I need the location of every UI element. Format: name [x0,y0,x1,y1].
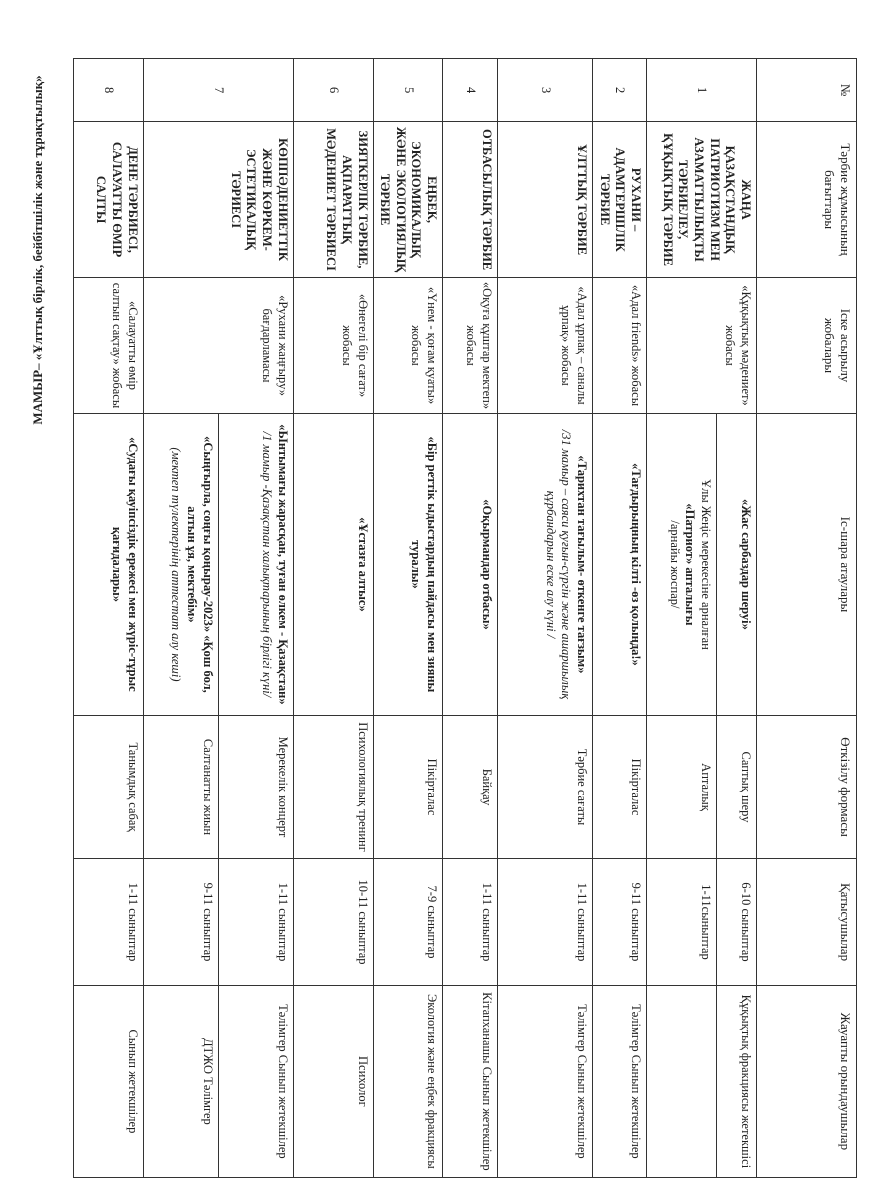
row-responsible: Сынып жетекшілер [73,985,143,1177]
event-line: Ұлы Жеңіс мерекесіне арналған [699,479,713,650]
row-form: Танымдық сабақ [73,715,143,859]
header-responsible: Жауапты орындаушылар [757,985,857,1177]
row-event [647,414,717,716]
event-title: «Тарихтан тағылым- өткенге тағзым» [575,455,590,674]
row-number: 7 [143,59,293,122]
row-participants: 9-11 сыныптар [143,859,218,985]
page-title: МАМЫР– «Ұлттық бірлік, бейбітшілік және тұрақтылық» [30,75,45,425]
row-number: 8 [73,59,143,122]
table-row [593,59,647,1178]
table-header-row [757,59,857,1178]
row-project: «Адал friends» жобасы [593,277,647,413]
row-number: 5 [373,59,443,122]
rotated-table-wrapper [77,58,857,1178]
row-participants: 9-11 сыныптар [593,859,647,985]
plan-table [73,58,857,1178]
header-projects: Іске асырылу жобалары [757,277,857,413]
row-number: 1 [647,59,757,122]
event-note: /1 мамыр -Қазақстан халықтарының бірлігі күні/ [260,431,274,698]
row-responsible: Экология және еңбек фракциясы [373,985,443,1177]
row-responsible: ДТЖО Тәлімгер [143,985,218,1177]
row-direction: ЖАҢА ҚАЗАҚСТАНДЫҚ ПАТРИОТИЗМ МЕН АЗАМАТТЫЛЫҚТЫ ТӘРБИЕЛЕУ, ҚҰҚЫҚТЫҚ ТӘРБИЕ [647,122,757,278]
row-form: Мерекелік концерт [218,715,293,859]
row-form: Пікірталас [593,715,647,859]
table-row [373,59,443,1178]
row-project: «Рухани жаңғыру» бағдарламасы [143,277,293,413]
header-no: № [757,59,857,122]
row-participants: 1-11 сыныптар [443,859,498,985]
header-events: Іс-шара атаулары [757,414,857,716]
row-project: «Салауатты өмір салтын сақтау» жобасы [73,277,143,413]
row-direction: ЗИЯТКЕРЛІК ТӘРБИЕ, АҚПАРАТТЫҚ МӘДЕНИЕТ ТӘРБИЕСІ [293,122,373,278]
row-participants: 1-11 сыныптар [218,859,293,985]
row-direction: РУХАНИ –АДАМГЕРШІЛІК ТӘРБИЕ [593,122,647,278]
row-direction: ОТБАСЫЛЫҚ ТӘРБИЕ [443,122,498,278]
row-event: «Жас сарбаздар шеруі» [717,414,757,716]
row-responsible: Тәлімгер Сынып жетекшілер [498,985,593,1177]
table-row [443,59,498,1178]
row-event [143,414,218,716]
event-note: /31 мамыр – саяси қуғын-сүргін және ашаршылық құрбандарын еске алу күні / [543,429,574,700]
row-participants: 1-11 сыныптар [73,859,143,985]
row-number: 3 [498,59,593,122]
row-responsible: Психолог [293,985,373,1177]
header-direction: Тәрбие жұмысының бағыттары [757,122,857,278]
header-participants: Қатысушылар [757,859,857,985]
table-row [73,59,143,1178]
row-form: Байқау [443,715,498,859]
row-participants: 7-9 сыныптар [373,859,443,985]
row-project: «Үнем - қоғам қуаты» жобасы [373,277,443,413]
row-direction: ЕҢБЕК, ЭКОНОМИКАЛЫҚ ЖӘНЕ ЭКОЛОГИЯЛЫҚ ТӘРБИЕ [373,122,443,278]
row-project: «Оқуға құштар мектеп» жобасы [443,277,498,413]
row-responsible: Құқықтық фракциясы жетекшісі [717,985,757,1177]
row-participants: 1-11 сыныптар [498,859,593,985]
row-participants: 6-10 сыныптар [717,859,757,985]
row-event: «Тағдырыңның кілті -өз қолыңда!» [593,414,647,716]
row-form: Апталық [647,715,717,859]
row-event [498,414,593,716]
event-title: «Сыңғырла, соңғы қоңырау-2023» «Қош бол, алтын ұя, мектебім» [185,436,215,693]
event-title: «Ынтымағы жарасқан, туған өлкем - Қазақстан» [275,424,290,705]
row-number: 6 [293,59,373,122]
row-direction: ҰЛТТЫҚ ТӘРБИЕ [498,122,593,278]
event-line: «Патриот» апталығы [683,503,698,626]
row-project: «Өнегелі бір сағат» жобасы [293,277,373,413]
row-event: «Бір реттік ыдыстардың пайдасы мен зияны туралы» [373,414,443,716]
row-event: «Ұстазға алтыс» [293,414,373,716]
row-responsible: Тәлімгер Сынып жетекшілер [218,985,293,1177]
row-form: Пікірталас [373,715,443,859]
row-form: Саптық шеру [717,715,757,859]
row-form: Психологиялық тренинг [293,715,373,859]
row-responsible [647,985,717,1177]
row-number: 4 [443,59,498,122]
row-event: «Судағы қауіпсіздік ережесі мен жүріс-тұрыс қағидалары» [73,414,143,716]
row-number: 2 [593,59,647,122]
row-participants: 1-11сыныптар [647,859,717,985]
header-form: Өткізілу формасы [757,715,857,859]
row-form: Салтанатты жиын [143,715,218,859]
row-direction: ДЕНЕ ТӘРБИЕСІ, САЛАУАТТЫ ӨМІР САЛТЫ [73,122,143,278]
table-row [218,59,293,1178]
row-event: «Оқырмандар отбасы» [443,414,498,716]
table-row [717,59,757,1178]
event-line: /арнайы жоспар/ [667,520,682,609]
row-participants: 10-11 сыныптар [293,859,373,985]
row-responsible: Кітапханашы Сынып жетекшілер [443,985,498,1177]
event-note: (мектеп түлектерінің аттестат алу кеші) [169,447,184,682]
table-row [293,59,373,1178]
table-row [498,59,593,1178]
row-responsible: Тәлімгер Сынып жетекшілер [593,985,647,1177]
row-project: «Құқықтық мәдениет» жобасы [647,277,757,413]
row-form: Тәрбие сағаты [498,715,593,859]
row-direction: КӨППӘДЕНИЕТТІК ЖӘНЕ КӨРКЕМ-ЭСТЕТИКАЛЫҚ ТӘРИЕСІ [143,122,293,278]
row-event [218,414,293,716]
row-project: «Адал ұрпақ – саналы ұрпақ» жобасы [498,277,593,413]
